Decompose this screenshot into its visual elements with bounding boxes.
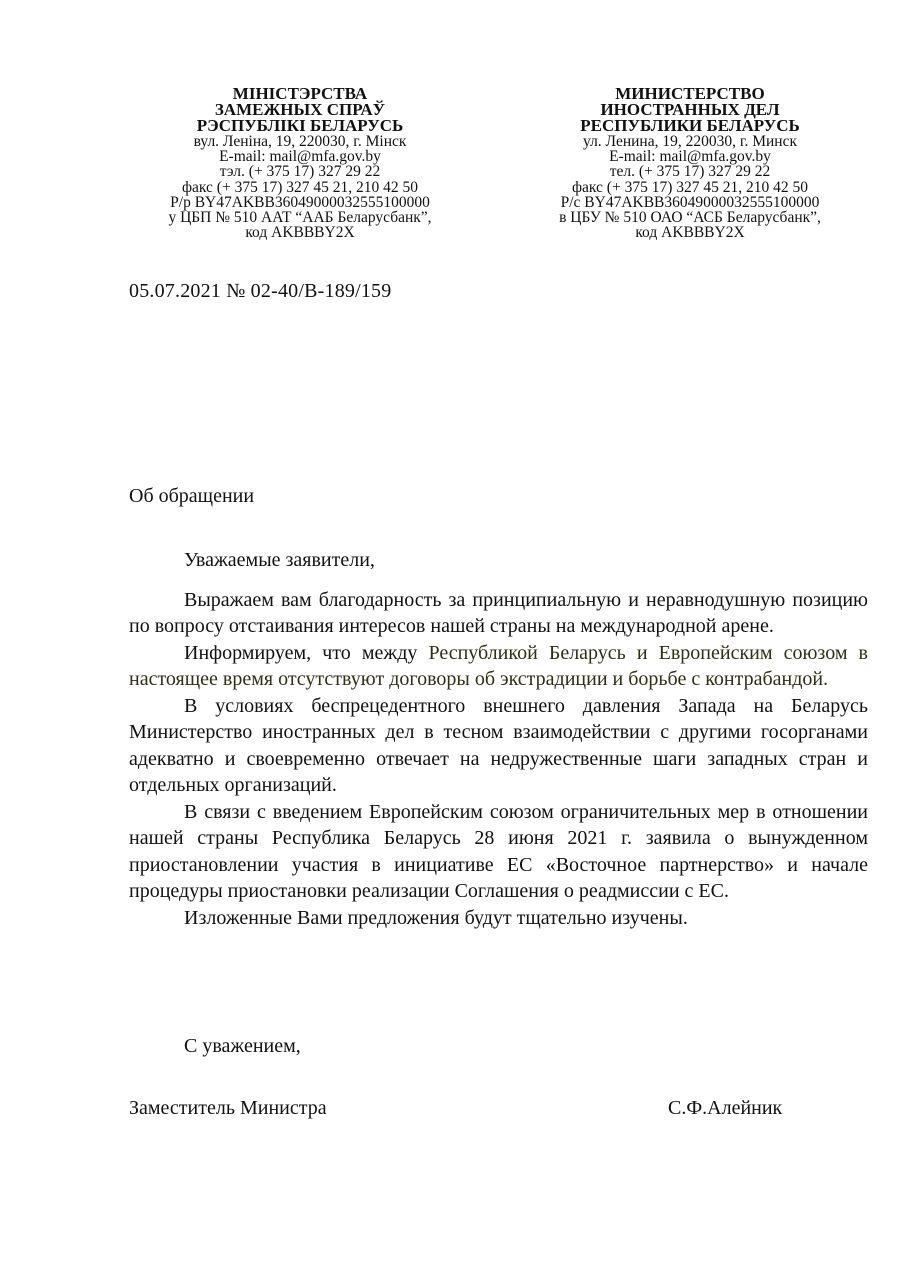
- bank-name: у ЦБП № 510 ААТ “ААБ Беларусбанк”,: [168, 209, 432, 227]
- paragraph-treaties-start: Информируем, что между: [184, 641, 429, 664]
- letterhead-belarusian: [140, 86, 460, 240]
- paragraph-treaties-highlight: Республикой Беларусь и Европейским союзом в настоящее время отсутствуют договоры об экстрадиции и борьбе с контрабандой.: [129, 641, 868, 690]
- letter-body: [129, 547, 868, 931]
- email: E-mail: mail@mfa.gov.by: [609, 148, 771, 166]
- letterhead-russian: [530, 86, 850, 240]
- paragraph-gratitude: Выражаем вам благодарность за принципиальную и неравнодушную позицию по вопросу отстаивания интересов нашей страны на международной арене.: [129, 588, 868, 637]
- fax: факс (+ 375 17) 327 45 21, 210 42 50: [181, 178, 418, 196]
- closing: С уважением,: [184, 1035, 301, 1057]
- paragraph-treaties: [129, 640, 868, 693]
- address: вул. Леніна, 19, 220030, г. Мінск: [193, 133, 407, 150]
- org-name-line: РЭСПУБЛІКІ БЕЛАРУСЬ: [196, 116, 404, 135]
- org-name-line: МІНІСТЭРСТВА: [232, 84, 368, 103]
- signatory-title: Заместитель Министра: [129, 1097, 327, 1119]
- signatory-name: С.Ф.Алейник: [668, 1097, 783, 1119]
- subject-line: Об обращении: [129, 485, 255, 507]
- paragraph-proposals: Изложенные Вами предложения будут тщательно изучены.: [184, 906, 688, 929]
- bank-name: в ЦБУ № 510 ОАО “АСБ Беларусбанк”,: [559, 209, 821, 227]
- org-name-line: ЗАМЕЖНЫХ СПРАЎ: [214, 100, 386, 119]
- phone: тэл. (+ 375 17) 327 29 22: [219, 163, 381, 181]
- address: ул. Ленина, 19, 220030, г. Минск: [583, 133, 797, 150]
- org-name-line: РЕСПУБЛИКИ БЕЛАРУСЬ: [580, 116, 800, 135]
- bank-code: код AKBBBY2X: [245, 224, 355, 242]
- bank-account: Р/р BY47AKBB36049000032555100000: [170, 193, 430, 211]
- phone: тел. (+ 375 17) 327 29 22: [609, 163, 771, 181]
- paragraph-pressure: В условиях беспрецедентного внешнего давления Запада на Беларусь Министерство иностранных дел в тесном взаимодействии с другими госорганами адекватно и своевременно отвечает на недружественные шаги западных стран и отдельных организаций.: [129, 694, 868, 796]
- org-name-line: МИНИСТЕРСТВО: [615, 84, 765, 103]
- fax: факс (+ 375 17) 327 45 21, 210 42 50: [571, 178, 808, 196]
- org-name-line: ИНОСТРАННЫХ ДЕЛ: [600, 100, 780, 119]
- bank-account: Р/с BY47AKBB36049000032555100000: [560, 193, 820, 211]
- greeting: Уважаемые заявители,: [184, 549, 375, 571]
- paragraph-eastern-partnership: В связи с введением Европейским союзом ограничительных мер в отношении нашей страны Республика Беларусь 28 июня 2021 г. заявила о вынужденном приостановлении участия в инициативе ЕС «Восточное партнерство» и начале процедуры приостановки реализации Соглашения о реадмиссии с ЕС.: [129, 800, 868, 902]
- email: E-mail: mail@mfa.gov.by: [219, 148, 381, 166]
- bank-code: код AKBBBY2X: [635, 224, 745, 242]
- reference-number: 05.07.2021 № 02-40/В-189/159: [129, 280, 392, 302]
